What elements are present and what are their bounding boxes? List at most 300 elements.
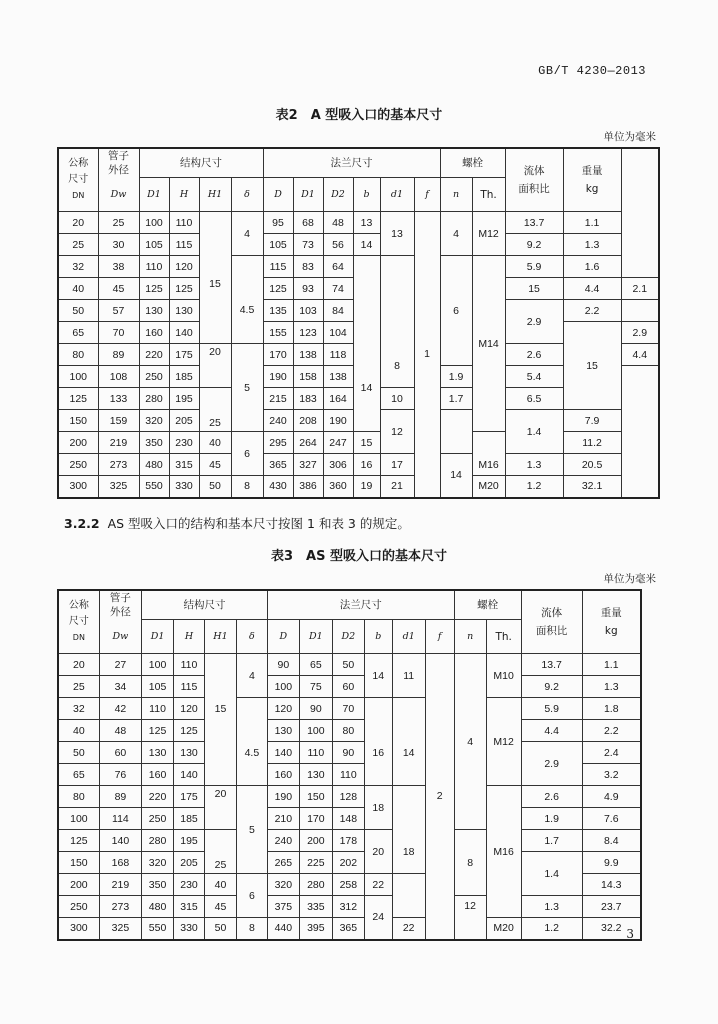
table-cell: 200 [299,830,332,852]
header-structure: 结构尺寸 [142,590,268,620]
table-cell: 25 [98,212,139,234]
table-cell: 6 [440,256,472,366]
table-cell: 19 [353,476,380,498]
table-cell: 21 [380,476,414,498]
header-flow-ratio: 流体 面积比 [521,590,582,654]
clause-3-2-2 [64,514,410,532]
table-cell [353,300,380,344]
table-cell: 50 [199,476,231,498]
table-cell: 219 [99,874,141,896]
table-cell: 230 [174,874,205,896]
table-cell: 164 [323,388,353,410]
table-cell: 1.6 [563,256,621,278]
table-cell: 160 [139,322,169,344]
table-cell: 550 [139,476,169,498]
table-cell: 4 [236,654,267,698]
table-cell: 8 [454,830,486,896]
header-dk: D1 [293,178,323,212]
table-cell: 90 [299,698,332,720]
table-cell: 12 [380,410,414,454]
table2-title: 表2 A 型吸入口的基本尺寸 [275,108,443,123]
table-cell: 65 [58,764,99,786]
table-cell: 430 [263,476,293,498]
table-cell: 175 [174,786,205,808]
table-cell: 130 [299,764,332,786]
table-cell: 365 [263,454,293,476]
table-cell: 5.9 [505,256,563,278]
table-cell: 60 [99,742,141,764]
table-cell: 108 [98,366,139,388]
table-cell: 25 [204,830,236,874]
table-cell: 2.2 [582,720,641,742]
table-cell: 15 [353,432,380,454]
table-row [58,432,659,454]
table-cell: 480 [142,896,174,918]
table-cell: 220 [139,344,169,366]
table-cell: 110 [174,654,205,676]
table-cell: 247 [323,432,353,454]
table-cell: M14 [472,256,505,432]
table-cell: 100 [58,366,98,388]
table-cell: 25 [58,676,99,698]
table-cell: 178 [332,830,364,852]
table-cell: 1.3 [563,234,621,256]
table-cell: 4.4 [521,720,582,742]
header-h: H [169,178,199,212]
table-cell: 1.2 [505,476,563,498]
table-cell: 118 [323,344,353,366]
table-cell: 250 [58,454,98,476]
table-cell: 80 [332,720,364,742]
table-cell: 190 [323,410,353,432]
table-cell: 20.5 [563,454,621,476]
table-cell: 110 [139,256,169,278]
table-cell: 386 [293,476,323,498]
standard-code: GB/T 4230—2013 [538,64,646,78]
table-cell: 148 [332,808,364,830]
table-cell: 13.7 [505,212,563,234]
table-cell: 1.3 [582,676,641,698]
table-cell: 40 [58,278,98,300]
table-cell: 125 [174,720,205,742]
table-cell: M20 [486,918,521,940]
table-cell: 125 [58,830,99,852]
table-row [58,212,659,234]
header-hole-d1: d1 [392,620,425,654]
header-structure: 结构尺寸 [139,148,263,178]
table-cell: 8 [380,344,414,388]
table-cell: 220 [142,786,174,808]
table-cell [380,256,414,344]
table-cell: 2.2 [563,300,621,322]
table-cell: 110 [332,764,364,786]
table-cell: 208 [293,410,323,432]
table-cell: 9.2 [521,676,582,698]
table-cell: 155 [263,322,293,344]
table-row [58,698,641,720]
header-f: f [414,178,440,212]
header-h1: H1 [199,178,231,212]
table-cell: 150 [58,852,99,874]
table-cell: 80 [58,344,98,366]
table-cell: 264 [293,432,323,454]
table-cell: M20 [472,476,505,498]
table-cell: 130 [139,300,169,322]
table-cell: 365 [332,918,364,940]
table-cell: 50 [332,654,364,676]
header-f: f [425,620,454,654]
table-cell: M16 [486,786,521,918]
table-cell: 160 [267,764,299,786]
clause-text: AS 型吸入口的结构和基本尺寸按图 1 和表 3 的规定。 [107,516,410,531]
table-cell: 185 [174,808,205,830]
table-cell: 89 [99,786,141,808]
header-d2: D2 [332,620,364,654]
header-d: D [267,620,299,654]
table-cell: 84 [323,300,353,322]
table3 [57,589,642,941]
table-cell: 330 [169,476,199,498]
table-cell: 185 [169,366,199,388]
table-cell: 125 [169,278,199,300]
table-cell: 128 [332,786,364,808]
table-cell: 210 [267,808,299,830]
table-cell: 68 [293,212,323,234]
table-cell: 300 [58,476,98,498]
table-cell [236,698,267,720]
table-cell: 123 [293,322,323,344]
table-cell: 130 [174,742,205,764]
table-cell: 190 [263,366,293,388]
table-cell: 315 [169,454,199,476]
table-cell: 170 [299,808,332,830]
table-cell: 280 [139,388,169,410]
table-cell: 23.7 [582,896,641,918]
table-cell: 300 [58,918,99,940]
table-cell: 20 [364,830,392,874]
header-flow-ratio: 流体 面积比 [505,148,563,212]
header-pipe-od-symbol: Dw [98,178,139,212]
table-cell: 13 [353,212,380,234]
table-cell: 327 [293,454,323,476]
table-cell: 14 [364,654,392,698]
table-cell: 22 [392,918,425,940]
table-cell: 550 [142,918,174,940]
table-cell: 335 [299,896,332,918]
table-cell: 11.2 [563,432,621,454]
table-cell: 330 [174,918,205,940]
table-row [58,918,641,940]
table-cell: 258 [332,874,364,896]
table-cell: 93 [293,278,323,300]
table-row [58,654,641,676]
table-cell: 195 [174,830,205,852]
table-cell: 48 [323,212,353,234]
table-cell: 70 [98,322,139,344]
table-cell: 100 [299,720,332,742]
table-row [58,234,659,256]
table-cell: 5 [236,786,267,874]
table-cell: 100 [58,808,99,830]
table-cell: 20 [58,212,98,234]
table-cell: 100 [139,212,169,234]
table-cell: 130 [267,720,299,742]
table-cell: 110 [299,742,332,764]
header-d2: D2 [323,178,353,212]
table-row [58,852,641,874]
table-cell: 273 [99,896,141,918]
table-cell: 158 [293,366,323,388]
table-cell: 50 [58,742,99,764]
table-cell: 11 [392,654,425,698]
table-cell: 175 [169,344,199,366]
table-cell: 140 [169,322,199,344]
table-cell: 90 [332,742,364,764]
table-cell: 115 [174,676,205,698]
table-cell: 16 [364,720,392,786]
table-cell: 140 [99,830,141,852]
table-cell [392,874,425,896]
table-cell: 320 [267,874,299,896]
table-row [58,742,641,764]
table-cell: M12 [472,212,505,256]
table-cell: 25 [199,388,231,432]
table-cell: 65 [299,654,332,676]
table-cell: 57 [98,300,139,322]
table-cell: 306 [323,454,353,476]
table-cell: 14 [353,234,380,256]
table-cell: 32 [58,698,99,720]
table-cell: 125 [139,278,169,300]
header-flange: 法兰尺寸 [263,148,440,178]
table-cell: 120 [267,698,299,720]
table-cell: 280 [299,874,332,896]
table-cell: 2.6 [505,344,563,366]
table-cell: 9.9 [582,852,641,874]
header-d: D [263,178,293,212]
table-cell: 4.5 [236,720,267,786]
header-weight: 重量 kg [582,590,641,654]
table-cell: 5.9 [521,698,582,720]
table-cell: 3.2 [582,764,641,786]
table-cell: M16 [472,454,505,476]
table-cell: 240 [263,410,293,432]
table-cell: 5.4 [505,366,563,388]
table-cell: 133 [98,388,139,410]
table-cell: 135 [263,300,293,322]
table-cell: 76 [99,764,141,786]
header-nominal-size: 公称 尺寸 DN [58,148,98,212]
table-cell [392,786,425,830]
table-cell: 8 [236,918,267,940]
table-cell: 95 [263,212,293,234]
table-cell: 64 [323,256,353,278]
table-cell: 1.3 [521,896,582,918]
table-cell: 375 [267,896,299,918]
table-cell: 24 [364,896,392,940]
table-cell: 320 [139,410,169,432]
table-cell: 6.5 [505,388,563,410]
page-number: 3 [626,927,634,941]
table-cell: M12 [486,698,521,786]
header-hole-d1: d1 [380,178,414,212]
header-bolt: 螺栓 [440,148,505,178]
table-cell: 25 [58,234,98,256]
table-row [58,830,641,852]
table-cell: 440 [267,918,299,940]
header-d1: D1 [139,178,169,212]
table-cell: 195 [169,388,199,410]
table-cell: 140 [267,742,299,764]
table-cell: 8.4 [582,830,641,852]
table-cell: 15 [204,698,236,720]
table-cell: 70 [332,698,364,720]
table-cell: 250 [58,896,99,918]
table-cell: 20 [58,654,99,676]
table-cell: 73 [293,234,323,256]
table-cell: 40 [58,720,99,742]
table-row [58,476,659,498]
table-cell: 395 [299,918,332,940]
table-cell: 168 [99,852,141,874]
header-pipe-od: 管子 外径 [99,590,141,620]
table-cell: 17 [380,454,414,476]
table-cell: 15 [505,278,563,300]
table-cell: 20 [199,344,231,388]
table-cell: 160 [142,764,174,786]
table-cell: 2.1 [621,278,659,300]
header-delta: δ [236,620,267,654]
table-cell: 315 [174,896,205,918]
table-cell: 27 [99,654,141,676]
table-cell: 30 [98,234,139,256]
table-cell: 205 [169,410,199,432]
table-cell: 170 [263,344,293,366]
table-cell: 4 [440,212,472,256]
table-cell: 1.2 [521,918,582,940]
table-cell: 110 [169,212,199,234]
table-cell: 9.2 [505,234,563,256]
table-cell: 7.6 [582,808,641,830]
table-cell: 1.7 [521,830,582,852]
table-cell: 38 [98,256,139,278]
table-cell: 32.1 [563,476,621,498]
header-b: b [353,178,380,212]
table-cell: 45 [98,278,139,300]
table-cell: 200 [58,432,98,454]
table-cell: 8 [231,476,263,498]
table-cell: 115 [263,256,293,278]
table-cell: 32.2 [582,918,641,940]
table-cell [392,896,425,918]
table-cell: 50 [58,300,98,322]
table-cell: 125 [58,388,98,410]
table-cell: 7.9 [563,410,621,432]
table-cell: 2.9 [521,742,582,786]
table-cell: 6 [231,432,263,476]
table-cell [364,698,392,720]
table-cell: 65 [58,322,98,344]
table-cell: 14 [392,720,425,786]
table-cell: 4.4 [563,278,621,300]
table-cell: 89 [98,344,139,366]
table-cell [392,698,425,720]
table-cell [472,432,505,454]
table-row [58,256,659,278]
table-cell: 115 [169,234,199,256]
table-cell: 1.9 [440,366,472,388]
table-row [58,720,641,742]
header-pipe-od: 管子 外径 [98,148,139,178]
header-thread: Th. [486,620,521,654]
table-cell: 14.3 [582,874,641,896]
header-n: n [454,620,486,654]
table-cell: 80 [58,786,99,808]
header-n: n [440,178,472,212]
table-cell [353,256,380,300]
header-d1: D1 [142,620,174,654]
table-cell: 350 [139,432,169,454]
table-cell: 4 [454,654,486,830]
table-cell: 240 [267,830,299,852]
table-cell: 250 [142,808,174,830]
table2 [57,147,660,499]
table-row [58,454,659,476]
table-cell: 14 [440,454,472,498]
table-cell: 1 [414,212,440,498]
table-cell: 5 [231,344,263,432]
table-cell: 105 [142,676,174,698]
table-cell: 105 [263,234,293,256]
header-pipe-od-symbol: Dw [99,620,141,654]
table-cell: 1.4 [521,852,582,896]
table-cell: 103 [293,300,323,322]
table-cell: 150 [58,410,98,432]
table-cell: 265 [267,852,299,874]
table-row [58,300,659,322]
table-cell: 150 [299,786,332,808]
table-cell: 42 [99,698,141,720]
table-cell: 74 [323,278,353,300]
table-cell: 4.5 [231,300,263,344]
table-cell: 1.7 [440,388,472,410]
table-cell: 200 [58,874,99,896]
table-cell: 2.6 [521,786,582,808]
h1-empty [199,212,231,278]
table-cell: 2.9 [621,322,659,344]
table-cell: 104 [323,322,353,344]
table-cell: 100 [142,654,174,676]
header-delta: δ [231,178,263,212]
table-cell: 130 [169,300,199,322]
table-cell: 1.4 [505,410,563,454]
table-cell: 105 [139,234,169,256]
table-cell: 325 [98,476,139,498]
table-cell: 120 [169,256,199,278]
table-cell: 34 [99,676,141,698]
table3-unit: 单位为毫米 [603,573,656,585]
table-cell: 22 [364,874,392,896]
table-cell: 16 [353,454,380,476]
table-cell: 2.4 [582,742,641,764]
table-cell: 350 [142,874,174,896]
table-cell: 12 [454,896,486,940]
table-cell: 13.7 [521,654,582,676]
table-cell: 13 [380,212,414,256]
table-cell: 295 [263,432,293,454]
table-cell: 18 [392,830,425,874]
header-weight: 重量 kg [563,148,621,212]
